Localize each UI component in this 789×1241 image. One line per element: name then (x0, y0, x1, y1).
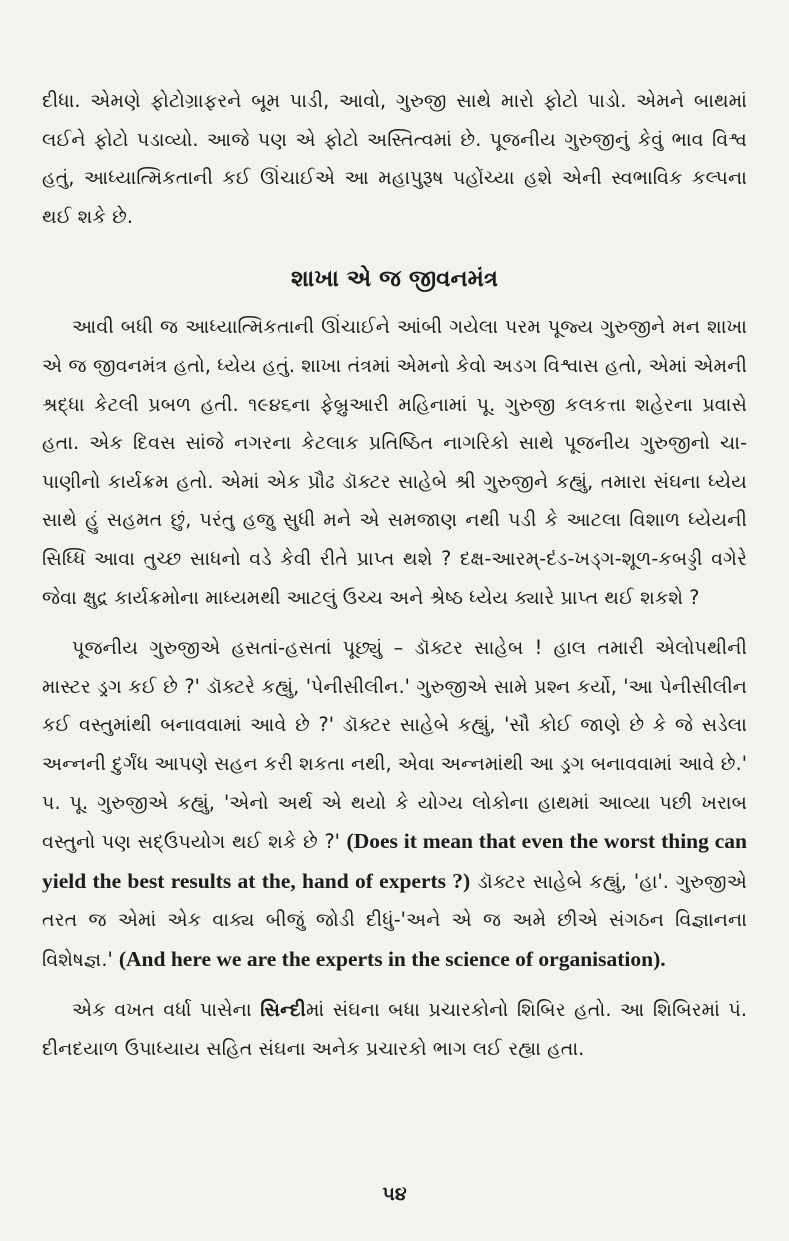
english-quote-2: (And here we are the experts in the science of organisation). (118, 946, 666, 971)
page-number: ૫૪ (382, 1183, 407, 1205)
paragraph-shakha: આવી બધી જ આધ્યાત્મિકતાની ઊંચાઈને આંબી ગયેલા પરમ પૂજ્ય ગુરુજીને મન શાખા એ જ જીવનમંત્ર હતો, ધ્યેય હતું. શાખા તંત્રમાં એમનો કેવો અડગ વિશ્વાસ હતો, એમાં એમની શ્રદ્ધા કેટલી પ્રબળ હતી. ૧૯૪૬ના ફેબ્રુઆરી મહિનામાં પૂ. ગુરુજી કલકત્તા શહેરના પ્રવાસે હતા. એક દિવસ સાંજે નગરના કેટલાક પ્રતિષ્ઠિત નાગરિકો સાથે પૂજનીય ગુરુજીનો ચા-પાણીનો કાર્યક્રમ હતો. એમાં એક પ્રૌઢ ડૉક્ટર સાહેબે શ્રી ગુરુજીને કહ્યું, તમારા સંઘના ધ્યેય સાથે હું સહમત છું, પરંતુ હજુ સુધી મને એ સમજાણ નથી પડી કે આટલા વિશાળ ધ્યેયની સિધ્ધિ આવા તુચ્છ સાધનો વડે કેવી રીતે પ્રાપ્ત થશે ? દક્ષ-આરમ્-દંડ-ખડ્ગ-શૂળ-કબડ્ડી વગેરે જેવા ક્ષુદ્ર કાર્યક્રમોના માધ્યમથી આટલું ઉચ્ચ અને શ્રેષ્ઠ ધ્યેય ક્યારે પ્રાપ્ત થઈ શકશે ? (42, 315, 747, 609)
english-quote-1: (Does it mean that even the worst thing can yield the best results at the, hand of experts ?) (42, 829, 748, 893)
para4-end: માં સંઘના બધા પ્રચારકોનો શિબિર હતો. આ શિબિરમાં પં. દીનદયાળ ઉપાધ્યાય સહિત સંઘના અનેક પ્રચારકો ભાગ લઈ રહ્યા હતા. (42, 998, 747, 1061)
section-heading: શાખા એ જ જીવનમંત્ર (290, 266, 499, 293)
para4-start: એક વખત વર્ધા પાસેના (72, 998, 252, 1022)
paragraph-penicillin (42, 629, 747, 979)
place-name-sindi: સિન્દી (260, 998, 306, 1022)
paragraph-intro: દીધા. એમણે ફોટોગ્રાફરને બૂમ પાડી, આવો, ગુરુજી સાથે મારો ફોટો પાડો. એમને બાથમાં લઈને ફોટો પડાવ્યો. આજે પણ એ ફોટો અસ્તિત્વમાં છે. પૂજનીય ગુરુજીનું કેવું ભાવ વિશ્વ હતું, આધ્યાત્મિકતાની કઈ ઊંચાઈએ આ મહાપુરૂષ પહોંચ્યા હશે એની સ્વભાવિક કલ્પના થઈ શકે છે. (42, 89, 747, 228)
para3-gujarati-mid: ડૉક્ટર સાહેબે કહ્યું, 'હા'. ગુરુજીએ તરત જ એમાં એક વાક્ય બીજું જોડી દીધું-'અને એ જ અમે છીએ સંગઠન વિજ્ઞાનના વિશેષજ્ઞ.' (42, 869, 747, 971)
paragraph-sindi-camp (42, 991, 747, 1068)
para3-gujarati-start: પૂજનીય ગુરુજીએ હસતાં-હસતાં પૂછ્યું – ડૉક્ટર સાહેબ ! હાલ તમારી એલોપથીની માસ્ટર ડ્રગ કઈ છે ?' ડૉક્ટરે કહ્યું, 'પેનીસીલીન.' ગુરુજીએ સામે પ્રશ્ન કર્યો, 'આ પેનીસીલીન કઈ વસ્તુમાંથી બનાવવામાં આવે છે ?' ડૉક્ટર સાહેબે કહ્યું, 'સૌ કોઈ જાણે છે કે જે સડેલા અન્નની દુર્ગંધ આપણે સહન કરી શકતા નથી, એવા અન્નમાંથી આ ડ્રગ બનાવવામાં આવે છે.' પ. પૂ. ગુરુજીએ કહ્યું, 'એનો અર્થ એ થયો કે યોગ્ય લોકોના હાથમાં આવ્યા પછી ખરાબ વસ્તુનો પણ સદ્ઉપયોગ થઈ શકે છે ?' (42, 636, 747, 854)
